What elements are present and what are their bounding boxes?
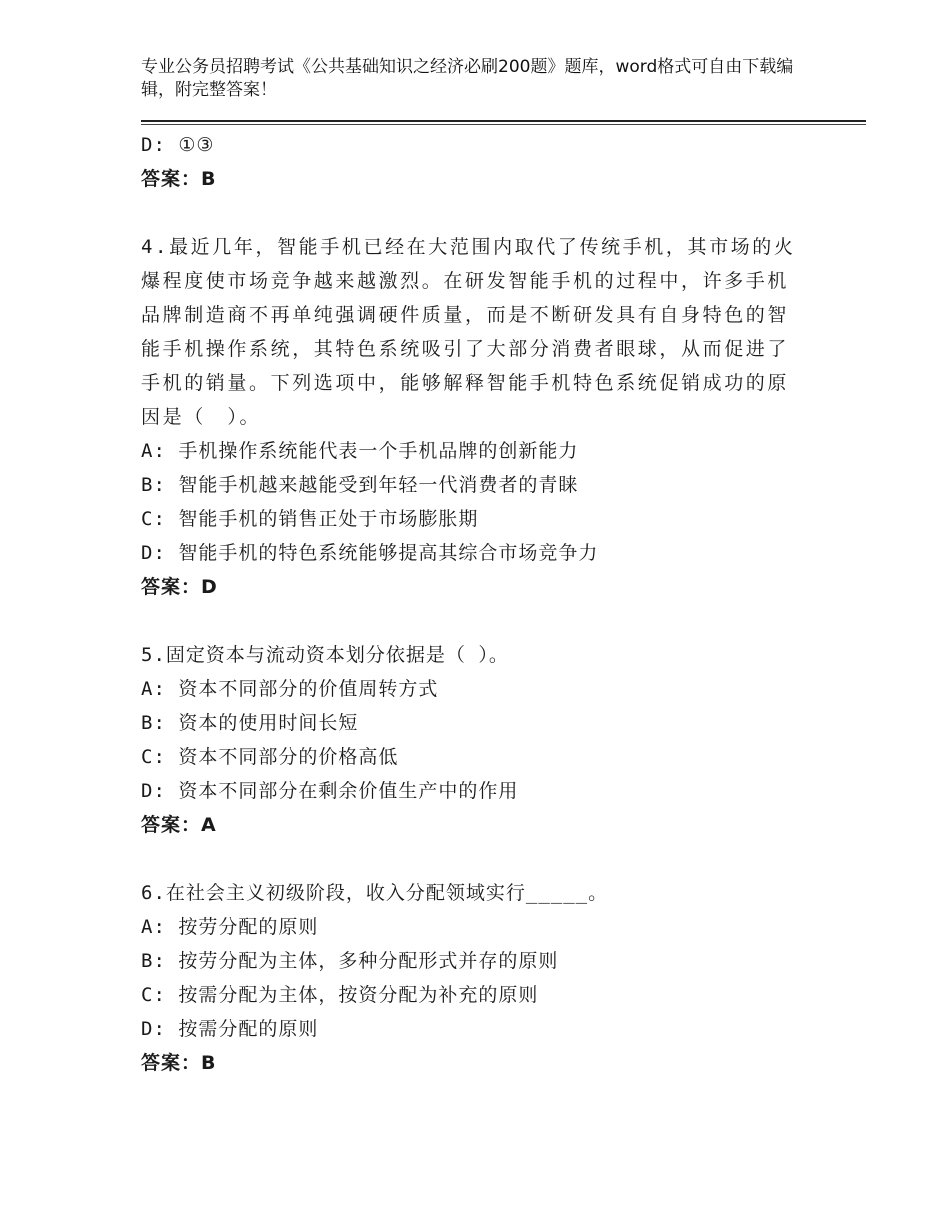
option-c: C: 智能手机的销售正处于市场膨胀期 xyxy=(141,508,479,530)
answer: 答案：B xyxy=(141,1052,217,1074)
option-d: D: ①③ xyxy=(141,134,215,156)
option-d: D: 智能手机的特色系统能够提高其综合市场竞争力 xyxy=(141,542,599,564)
question-stem: 5.固定资本与流动资本划分依据是（ ）。 xyxy=(141,644,509,666)
document-body xyxy=(141,128,796,1080)
answer: 答案：A xyxy=(141,814,217,836)
answer: 答案：B xyxy=(141,168,217,190)
option-a: A: 资本不同部分的价值周转方式 xyxy=(141,678,439,700)
answer: 答案：D xyxy=(141,576,218,598)
header-rule-thin xyxy=(141,124,866,125)
option-b: B: 按劳分配为主体，多种分配形式并存的原则 xyxy=(141,950,559,972)
option-b: B: 资本的使用时间长短 xyxy=(141,712,359,734)
question-5 xyxy=(141,638,796,842)
spacer xyxy=(141,196,796,230)
question-stem: 6.在社会主义初级阶段，收入分配领域实行_____。 xyxy=(141,882,609,904)
spacer xyxy=(141,842,796,876)
option-c: C: 按需分配为主体，按资分配为补充的原则 xyxy=(141,984,539,1006)
question-stem: 4.最近几年，智能手机已经在大范围内取代了传统手机，其市场的火爆程度使市场竞争越来越激烈。在研发智能手机的过程中，许多手机品牌制造商不再单纯强调硬件质量，而是不断研发具有自身特色的智能手机操作系统，其特色系统吸引了大部分消费者眼球，从而促进了手机的销量。下列选项中，能够解释智能手机特色系统促销成功的原因是（ ）。 xyxy=(141,236,796,428)
spacer xyxy=(141,604,796,638)
option-b: B: 智能手机越来越能受到年轻一代消费者的青睐 xyxy=(141,474,579,496)
question-6 xyxy=(141,876,796,1080)
option-c: C: 资本不同部分的价格高低 xyxy=(141,746,399,768)
question-4 xyxy=(141,230,796,604)
header-rule-thick xyxy=(141,120,866,122)
option-a: A: 按劳分配的原则 xyxy=(141,916,319,938)
option-a: A: 手机操作系统能代表一个手机品牌的创新能力 xyxy=(141,440,579,462)
document-header: 专业公务员招聘考试《公共基础知识之经济必刷200题》题库，word格式可自由下载编辑，附完整答案！ xyxy=(141,57,794,100)
option-d: D: 资本不同部分在剩余价值生产中的作用 xyxy=(141,780,519,802)
option-d: D: 按需分配的原则 xyxy=(141,1018,319,1040)
